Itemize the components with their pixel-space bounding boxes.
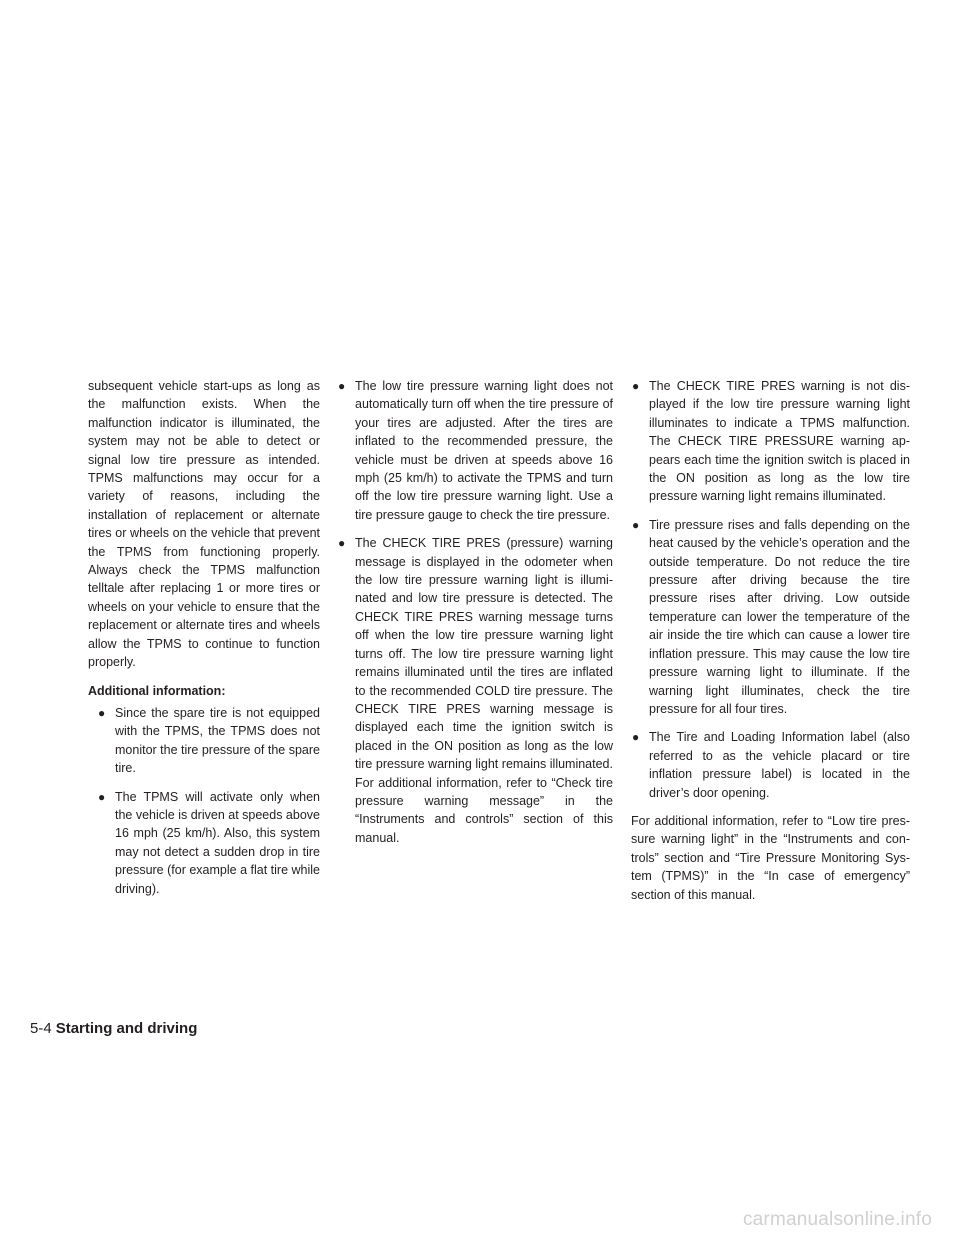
bullet-icon: ● <box>632 379 640 393</box>
watermark-logo: carmanualsonline.info <box>742 1209 932 1230</box>
section-title: Starting and driving <box>55 1020 198 1037</box>
list-item-text: The CHECK TIRE PRES warning is not displayed if the low tire pressure warning light illuminates to indicate a TPMS malfunction. The CHECK TIRE PRESSURE warning appears each time the ignition switch is placed in the ON position as long as the low tire pressure warning light remains illuminated. <box>649 379 910 504</box>
list-item-text: The TPMS will activate only when the vehicle is driven at speeds above 16 mph (25 km/h). Also, this system may not detect a sudden drop in tire pressure (for example a flat tire while driving). <box>115 789 320 896</box>
list-item <box>337 534 613 847</box>
column-3 <box>631 377 910 914</box>
list-item <box>97 704 320 778</box>
additional-information-heading: Additional information: <box>88 683 226 698</box>
list-item-text: The low tire pressure warning light does not automatically turn off when the tire pressure of your tires are adjusted. After the tires are inflated to the recommended pressure, the vehicle must be driven at speeds above 16 mph (25 km/h) to activate the TPMS and turn off the low tire pressure warning light. Use a tire pressure gauge to check the tire pressure. <box>355 379 613 522</box>
list-item-text: Since the spare tire is not equipped with the TPMS, the TPMS does not monitor the tire pressure of the spare tire. <box>115 705 320 776</box>
list-item-text: The Tire and Loading Information label (also referred to as the vehicle placard or tire inflation pressure label) is located in the driver’s door opening. <box>649 730 910 800</box>
bullet-icon: ● <box>338 536 346 551</box>
column-1 <box>88 377 320 908</box>
page-footer <box>30 1020 197 1037</box>
tire-pressure-list <box>631 377 910 802</box>
list-item <box>97 788 320 898</box>
bullet-icon: ● <box>632 517 640 532</box>
list-item-text: Tire pressure rises and falls depending on the heat caused by the vehicle’s operation and the outside temperature. Do not reduce the tire pressure after driving because the tire pressure rises after driving. Low outside temperature can lower the temperature of the air inside the tire which can cause a lower tire inflation pressure. This may cause the low tire pressure warning light to illuminate. If the warning light illuminates, check the tire pressure for all four tires. <box>649 517 910 716</box>
list-item <box>631 377 910 506</box>
column-2 <box>337 377 613 857</box>
bullet-icon: ● <box>98 789 106 804</box>
bullet-icon: ● <box>632 730 640 745</box>
list-item-text: The CHECK TIRE PRES (pressure) warning message is displayed in the odometer when the low tire pressure warning light is illuminated and low tire pressure is detected. The CHECK TIRE PRES warning message turns off when the low tire pressure warning light turns off. The low tire pressure warning light remains illuminated until the tires are inflated to the recommended COLD tire pressure. The CHECK TIRE PRES warning message is displayed each time the ignition switch is placed in the ON position as long as the low tire pressure warning light remains illuminated. For additional information, refer to “Check tire pressure warning message” in the “Instruments and controls” section of this manual. <box>355 536 613 845</box>
additional-information-list <box>88 704 320 898</box>
list-item <box>631 728 910 802</box>
page-number: 5-4 <box>30 1020 52 1037</box>
list-item <box>337 377 613 524</box>
intro-paragraph: subsequent vehicle start-ups as long as the malfunction exists. When the malfunction indicator is illuminated, the system may not be able to detect or signal low tire pressure as intended. TPMS malfunctions may occur for a variety of reasons, including the installation of replacement or alternate tires or wheels on the vehicle that prevent the TPMS from functioning properly. Always check the TPMS malfunction telltale after replacing 1 or more tires or wheels on your vehicle to ensure that the replacement or alternate tires and wheels allow the TPMS to continue to function properly. <box>88 379 320 670</box>
warning-light-list <box>337 377 613 847</box>
closing-paragraph: For additional information, refer to “Low tire pressure warning light” in the “Instruments and controls” section and “Tire Pressure Monitoring System (TPMS)” in the “In case of emergency” section of this manual. <box>631 813 910 902</box>
bullet-icon: ● <box>338 379 346 393</box>
bullet-icon: ● <box>98 705 106 720</box>
list-item <box>631 516 910 718</box>
